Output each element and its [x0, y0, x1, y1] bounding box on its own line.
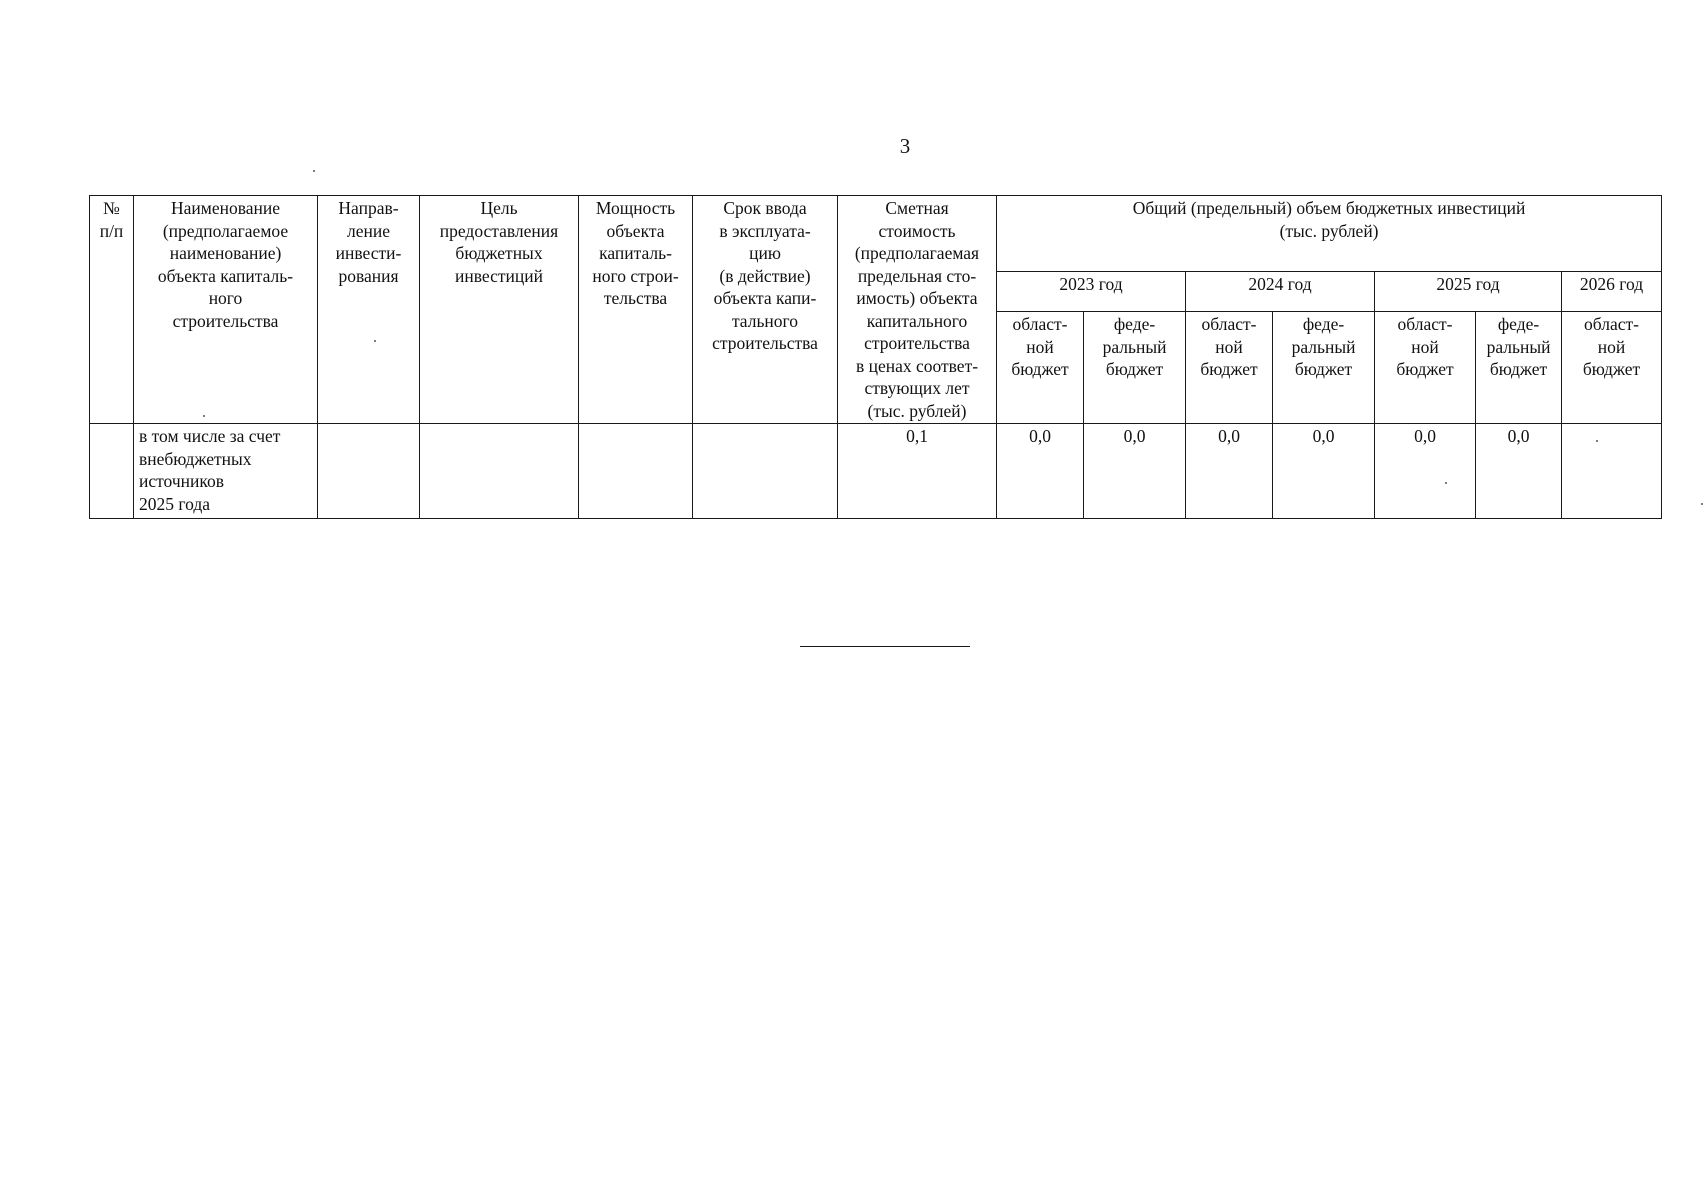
- header-num: № п/п: [90, 196, 134, 424]
- signature-divider-line: [800, 646, 970, 647]
- header-2023-federal: феде- ральный бюджет: [1084, 312, 1186, 424]
- cell-2023-federal: 0,0: [1084, 424, 1186, 519]
- header-year-2024: 2024 год: [1186, 272, 1375, 312]
- cell-2025-regional: 0,0: [1375, 424, 1476, 519]
- header-2025-regional: област- ной бюджет: [1375, 312, 1476, 424]
- header-cost: Сметная стоимость (предполагаемая предельная сто- имость) объекта капитального строительства в ценах соответ- ствующих лет (тыс. рублей): [838, 196, 997, 424]
- header-total-group: Общий (предельный) объем бюджетных инвестиций (тыс. рублей): [997, 196, 1662, 272]
- scan-speck: [1445, 482, 1447, 484]
- cell-2024-federal: 0,0: [1273, 424, 1375, 519]
- scan-speck: [1596, 440, 1598, 442]
- cell-deadline: [693, 424, 838, 519]
- cell-2025-federal: 0,0: [1476, 424, 1562, 519]
- scan-speck: [203, 415, 205, 417]
- header-year-2026: 2026 год: [1562, 272, 1662, 312]
- header-2024-regional: област- ной бюджет: [1186, 312, 1273, 424]
- cell-direction: [318, 424, 420, 519]
- header-direction: Направ- ление инвести- рования: [318, 196, 420, 424]
- cell-cost: 0,1: [838, 424, 997, 519]
- investment-table: [89, 195, 1662, 519]
- header-name: Наименование (предполагаемое наименование) объекта капиталь- ного строительства: [134, 196, 318, 424]
- cell-2026-regional: [1562, 424, 1662, 519]
- page-number: 3: [899, 134, 911, 158]
- header-year-2025: 2025 год: [1375, 272, 1562, 312]
- cell-capacity: [579, 424, 693, 519]
- header-2023-regional: област- ной бюджет: [997, 312, 1084, 424]
- table-row: [90, 424, 1662, 519]
- header-2025-federal: феде- ральный бюджет: [1476, 312, 1562, 424]
- scan-speck: [374, 340, 376, 342]
- cell-goal: [420, 424, 579, 519]
- header-2026-regional: област- ной бюджет: [1562, 312, 1662, 424]
- scan-speck: [313, 170, 315, 172]
- cell-name: в том числе за счет внебюджетных источников 2025 года: [134, 424, 318, 519]
- cell-2023-regional: 0,0: [997, 424, 1084, 519]
- header-goal: Цель предоставления бюджетных инвестиций: [420, 196, 579, 424]
- scan-speck: [1701, 503, 1703, 505]
- cell-num: [90, 424, 134, 519]
- header-capacity: Мощность объекта капиталь- ного строи- тельства: [579, 196, 693, 424]
- cell-2024-regional: 0,0: [1186, 424, 1273, 519]
- header-deadline: Срок ввода в эксплуата- цию (в действие) объекта капи- тального строительства: [693, 196, 838, 424]
- header-2024-federal: феде- ральный бюджет: [1273, 312, 1375, 424]
- header-year-2023: 2023 год: [997, 272, 1186, 312]
